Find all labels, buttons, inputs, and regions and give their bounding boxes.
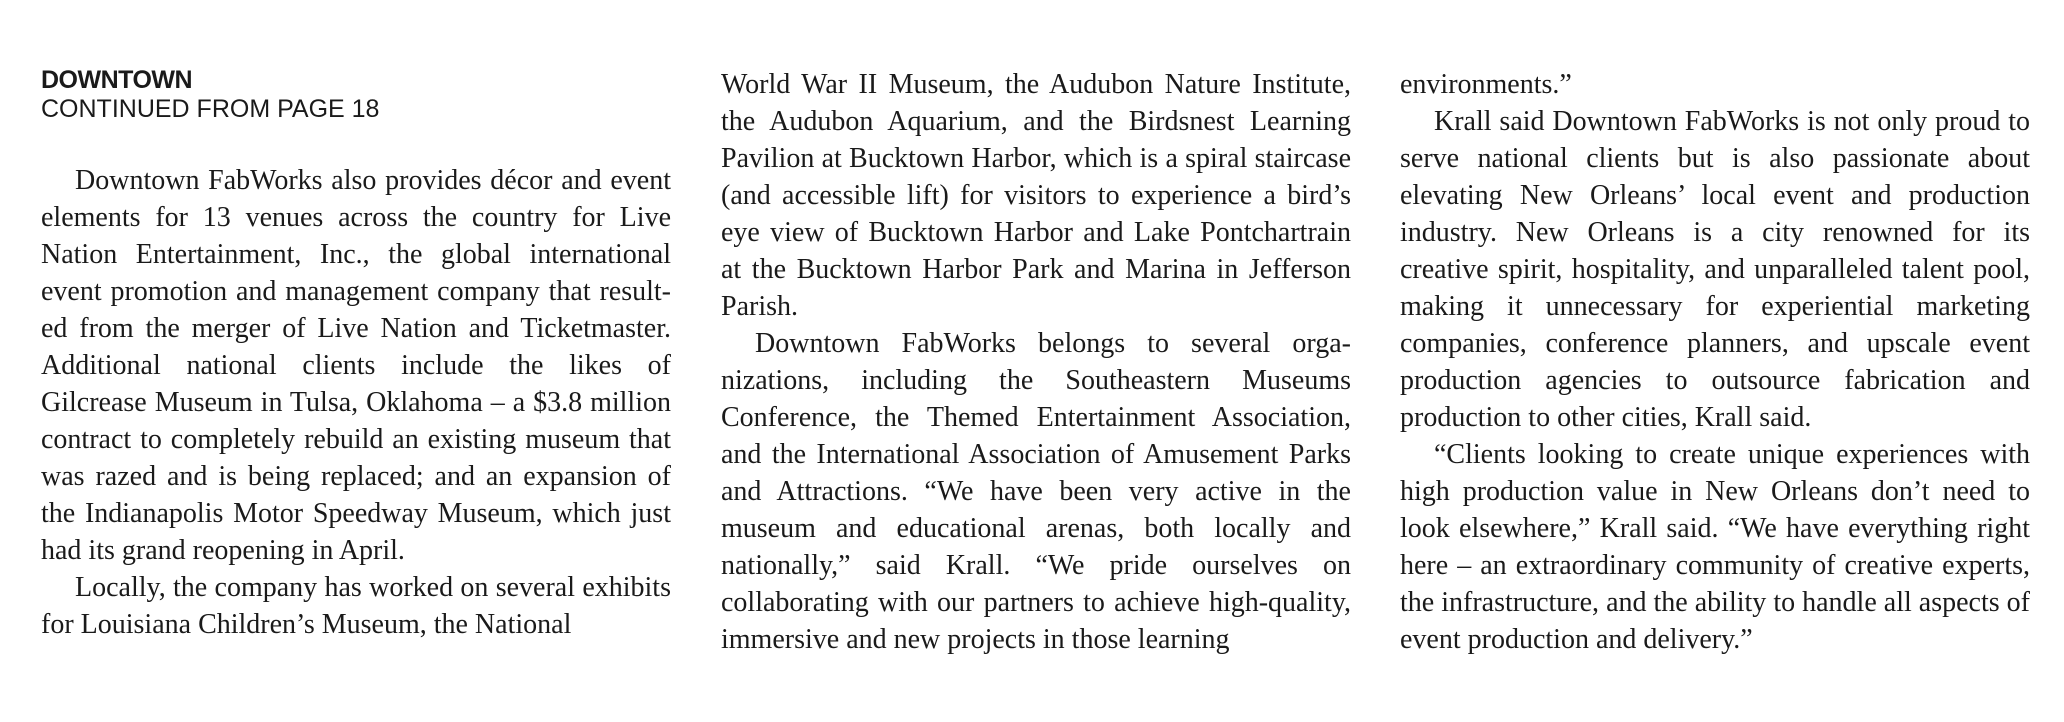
article-paragraph: World War II Museum, the Audubon Nature Institute, the Audubon Aquarium, and the Birdsnest Learning Pavilion at Bucktown Harbor, which is a spiral staircase (and accessible lift) for visitors to experience a bird’s eye view of Bucktown Harbor and Lake Pontchartrain at the Bucktown Harbor Park and Marina in Jefferson Parish. [721, 69, 1351, 322]
article-paragraph: Downtown FabWorks belongs to several organizations, including the Southeastern Museums Conference, the Themed Entertainment Association, and the International Association of Amusement Parks and Attractions. “We have been very active in the museum and educational arenas, both locally and nationally,” said Krall. “We pride ourselves on collaborating with our partners to achieve high-quality, immersive and new projects in those learning [721, 328, 1351, 655]
article-column-1 [41, 66, 671, 643]
article-column-2 [721, 66, 1351, 658]
article-paragraph: Locally, the company has worked on several exhibits for Louisiana Children’s Museum, the National [41, 572, 671, 640]
article-paragraph: Krall said Downtown FabWorks is not only proud to serve national clients but is also passionate about elevating New Orleans’ local event and production industry. New Orleans is a city renowned for its creative spirit, hospitality, and unparalleled talent pool, making it unnecessary for experiential marketing companies, conference planners, and upscale event production agencies to outsource fabrication and production to other cities, Krall said. [1400, 106, 2030, 433]
article-paragraph: Downtown FabWorks also provides décor and event elements for 13 venues across the country for Live Nation Entertainment, Inc., the global international event promotion and management company that resulted from the merger of Live Nation and Ticketmaster. Additional national clients include the likes of Gilcrease Museum in Tulsa, Oklahoma – a $3.8 million contract to completely rebuild an existing museum that was razed and is being replaced; and an expansion of the Indianapolis Motor Speedway Museum, which just had its grand reopening in April. [41, 165, 671, 566]
section-label: DOWNTOWN [41, 66, 193, 94]
article-paragraph: environments.” [1400, 69, 1572, 100]
article-column-3 [1400, 66, 2030, 658]
continued-from-label: CONTINUED FROM PAGE 18 [41, 95, 380, 123]
article-paragraph: “Clients looking to create unique experiences with high production value in New Orleans don’t need to look elsewhere,” Krall said. “We have everything right here – an extraordinary community of creative experts, the infrastructure, and the ability to handle all aspects of event production and delivery.” [1400, 439, 2030, 655]
